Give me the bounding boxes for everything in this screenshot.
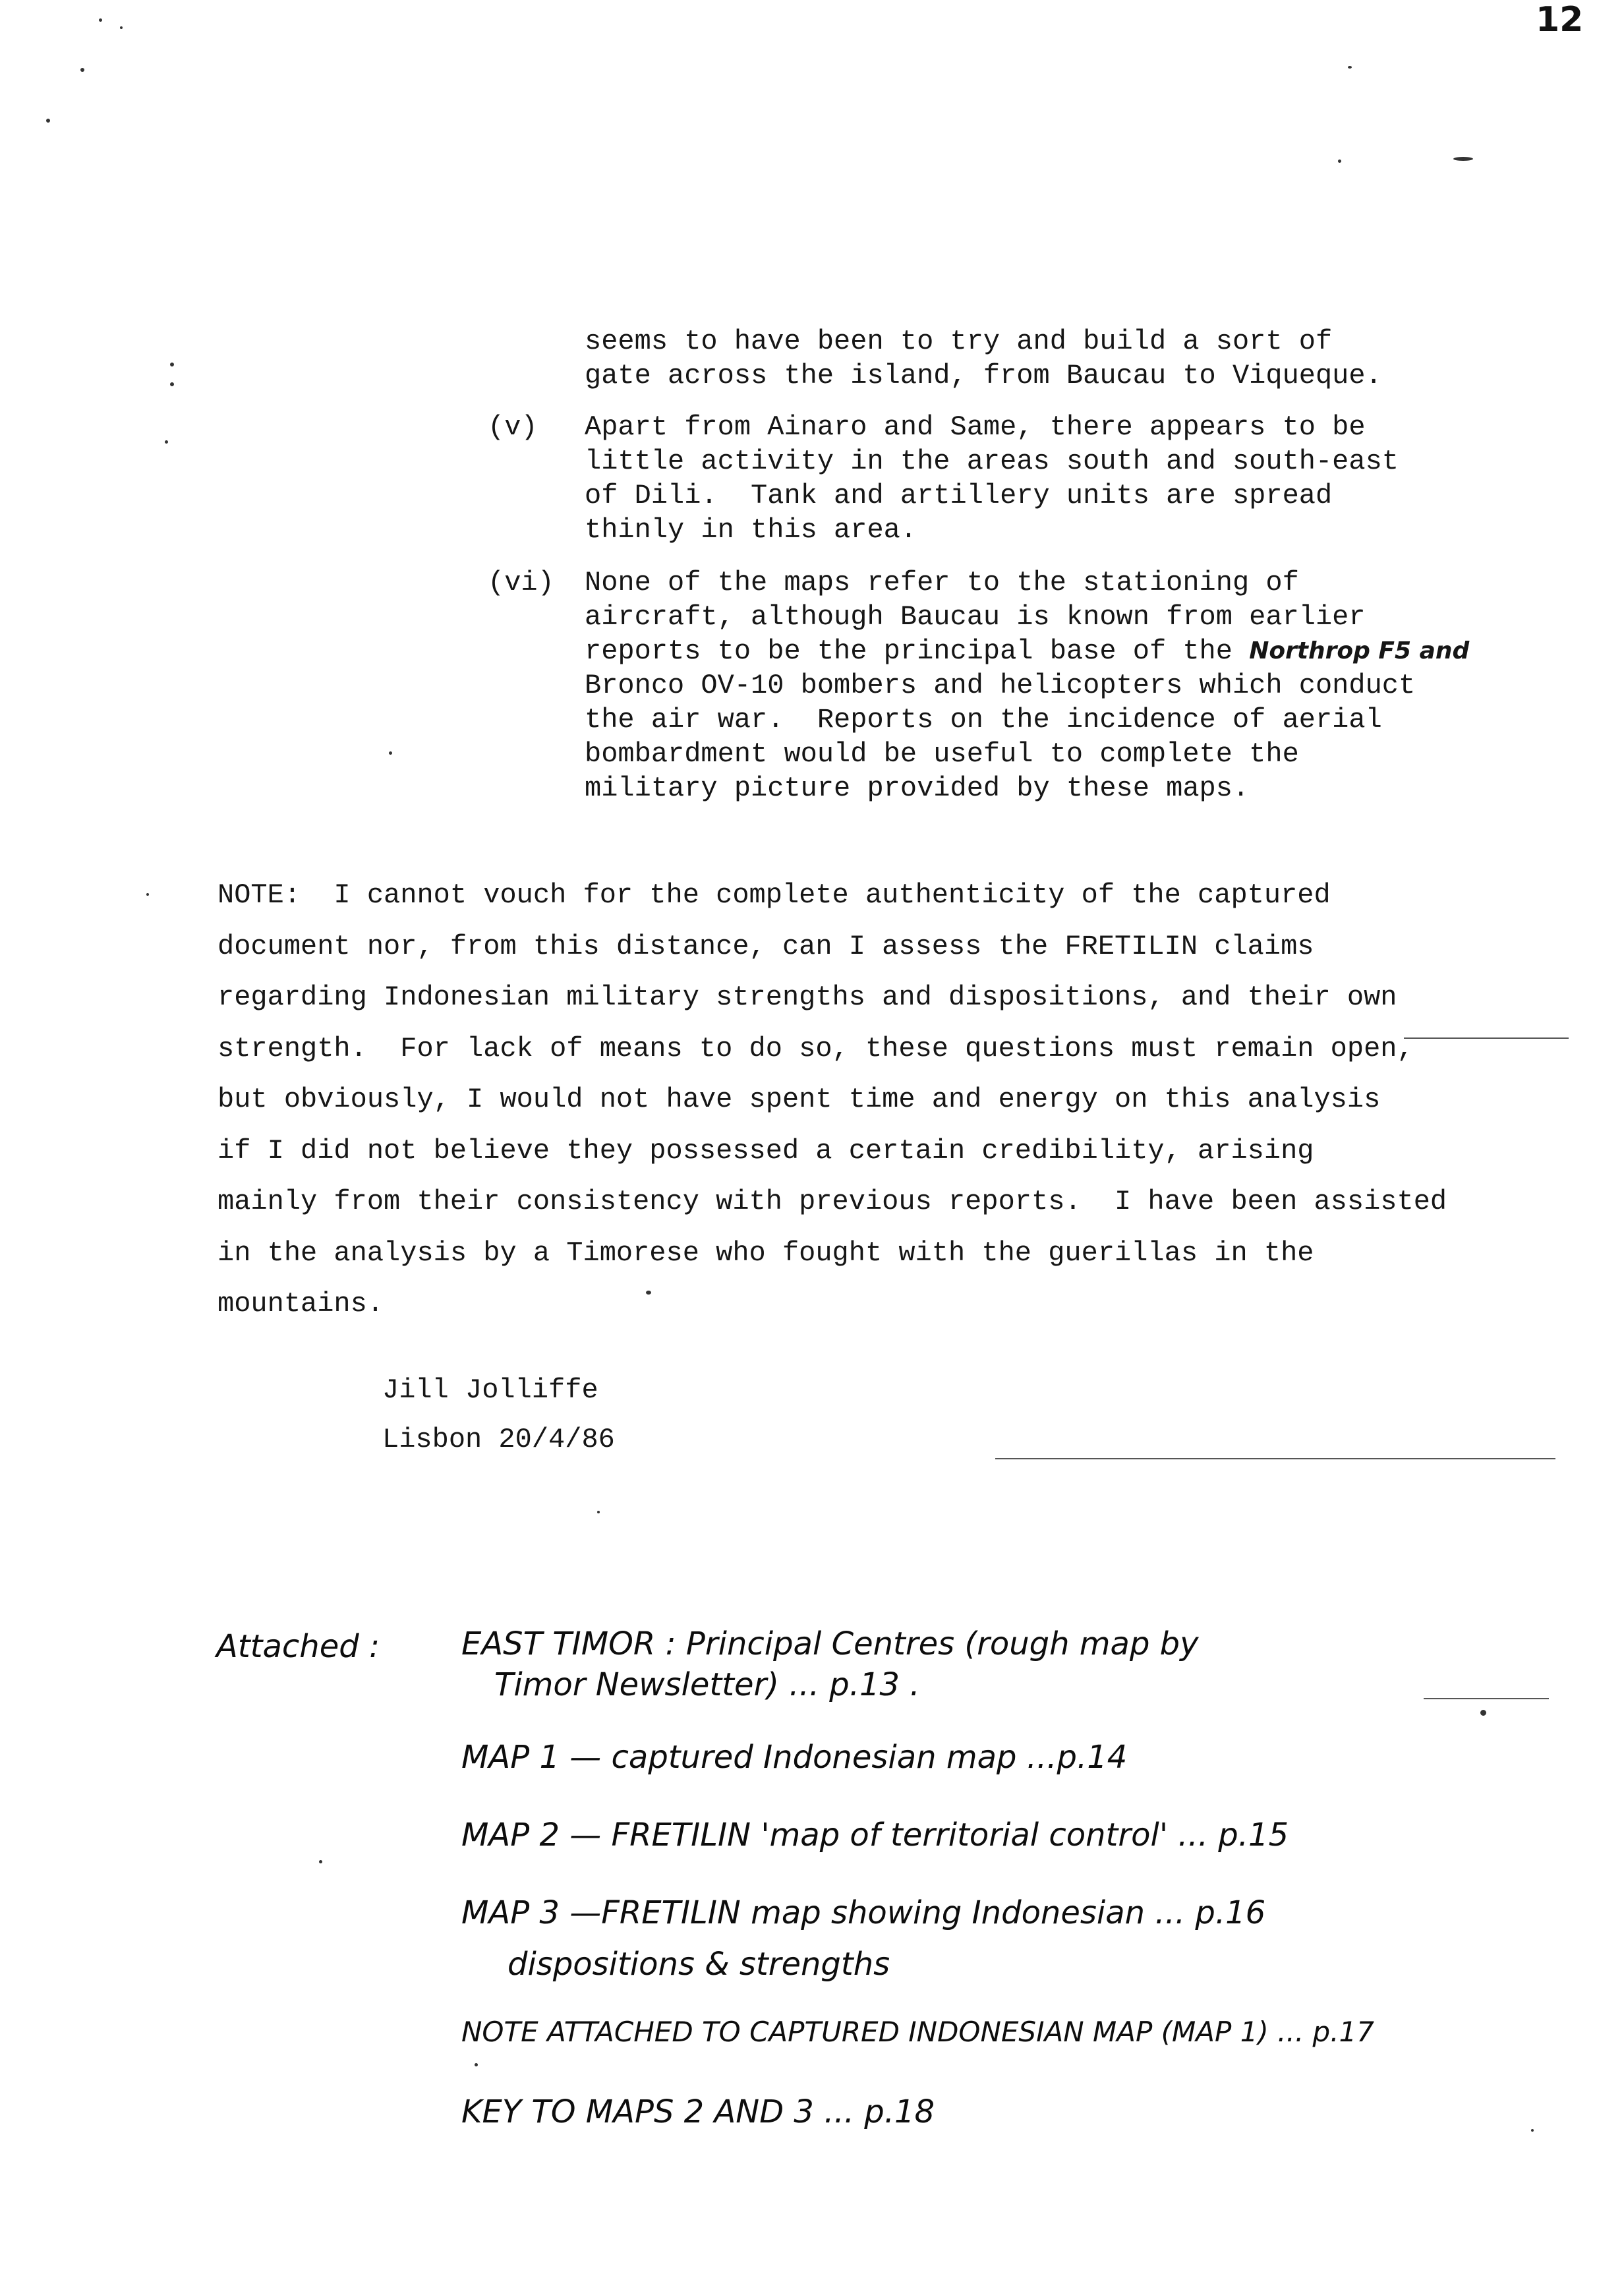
scan-speck	[170, 363, 174, 366]
text-line: strength. For lack of means to do so, these questions must remain open,	[218, 1032, 1414, 1065]
scan-speck	[120, 26, 123, 29]
text-line: thinly in this area.	[585, 514, 917, 546]
scan-speck	[389, 751, 392, 755]
attachment-entry: MAP 3 —FRETILIN map showing Indonesian ... p.16	[461, 1894, 1266, 1931]
text-line: document nor, from this distance, can I assess the FRETILIN claims	[218, 930, 1314, 962]
attachment-entry: Timor Newsletter) ... p.13 .	[494, 1666, 920, 1703]
typed-segment: reports to be the principal base of the	[585, 635, 1232, 667]
text-line: gate across the island, from Baucau to Viqueque.	[585, 360, 1382, 392]
attachment-entry: NOTE ATTACHED TO CAPTURED INDONESIAN MAP (MAP 1) ... p.17	[461, 2016, 1374, 2048]
page-number: 12	[1536, 0, 1584, 40]
item-body	[585, 410, 1624, 547]
text-line: aircraft, although Baucau is known from earlier	[585, 601, 1366, 633]
text-line: but obviously, I would not have spent time and energy on this analysis	[218, 1084, 1381, 1115]
attachment-entry: KEY TO MAPS 2 AND 3 ... p.18	[461, 2093, 935, 2130]
continued-paragraph	[585, 324, 1382, 393]
attachment-entry: MAP 2 — FRETILIN 'map of territorial control' ... p.15	[461, 1817, 1289, 1854]
scan-speck	[1338, 160, 1341, 163]
text-line: military picture provided by these maps.	[585, 773, 1250, 804]
scan-speck	[170, 382, 174, 386]
scan-speck	[597, 1511, 600, 1513]
signature-block	[382, 1366, 615, 1465]
scan-speck	[165, 440, 168, 444]
scan-speck	[1453, 157, 1473, 161]
text-line: little activity in the areas south and south-east	[585, 446, 1399, 477]
item-label: (vi)	[488, 567, 554, 599]
scan-speck	[80, 68, 84, 72]
text-line: in the analysis by a Timorese who fought with the guerillas in the	[218, 1237, 1314, 1269]
text-line: Apart from Ainaro and Same, there appears to be	[585, 411, 1366, 443]
text-line: None of the maps refer to the stationing of	[585, 567, 1299, 599]
scan-speck	[99, 18, 102, 22]
scan-line	[995, 1458, 1555, 1459]
scan-speck	[1531, 2129, 1534, 2132]
attachment-entry: MAP 1 — captured Indonesian map ...p.14	[461, 1739, 1128, 1776]
item-body	[585, 566, 1624, 805]
scan-speck	[475, 2063, 478, 2066]
note-paragraph	[218, 870, 1602, 1330]
text-line: the air war. Reports on the incidence of aerial	[585, 704, 1382, 736]
text-line: Bronco OV-10 bombers and helicopters which conduct	[585, 670, 1416, 701]
scan-line	[1424, 1698, 1549, 1699]
attached-label: Attached :	[216, 1628, 380, 1665]
place-date: Lisbon 20/4/86	[382, 1424, 615, 1455]
text-line	[585, 634, 1624, 668]
scan-speck	[1348, 66, 1352, 69]
text-line: if I did not believe they possessed a certain credibility, arising	[218, 1134, 1314, 1167]
attachment-entry: EAST TIMOR : Principal Centres (rough map by	[461, 1625, 1199, 1662]
item-label: (v)	[488, 411, 538, 443]
text-line: mainly from their consistency with previous reports. I have been assisted	[218, 1186, 1447, 1217]
text-line: NOTE: I cannot vouch for the complete authenticity of the captured	[218, 879, 1331, 911]
text-line: mountains.	[218, 1288, 384, 1320]
text-line: bombardment would be useful to complete the	[585, 738, 1299, 770]
text-line: seems to have been to try and build a sort of	[585, 326, 1333, 357]
scan-speck	[46, 119, 50, 123]
attachment-entry: dispositions & strengths	[508, 1946, 890, 1983]
author-name: Jill Jolliffe	[382, 1374, 598, 1406]
scan-speck	[319, 1860, 322, 1863]
scan-speck	[1480, 1710, 1486, 1716]
text-line: of Dili. Tank and artillery units are spread	[585, 480, 1333, 511]
text-line: regarding Indonesian military strengths and dispositions, and their own	[218, 981, 1397, 1013]
handwritten-insert: Northrop F5 and	[1249, 637, 1470, 664]
scan-speck	[146, 893, 149, 896]
